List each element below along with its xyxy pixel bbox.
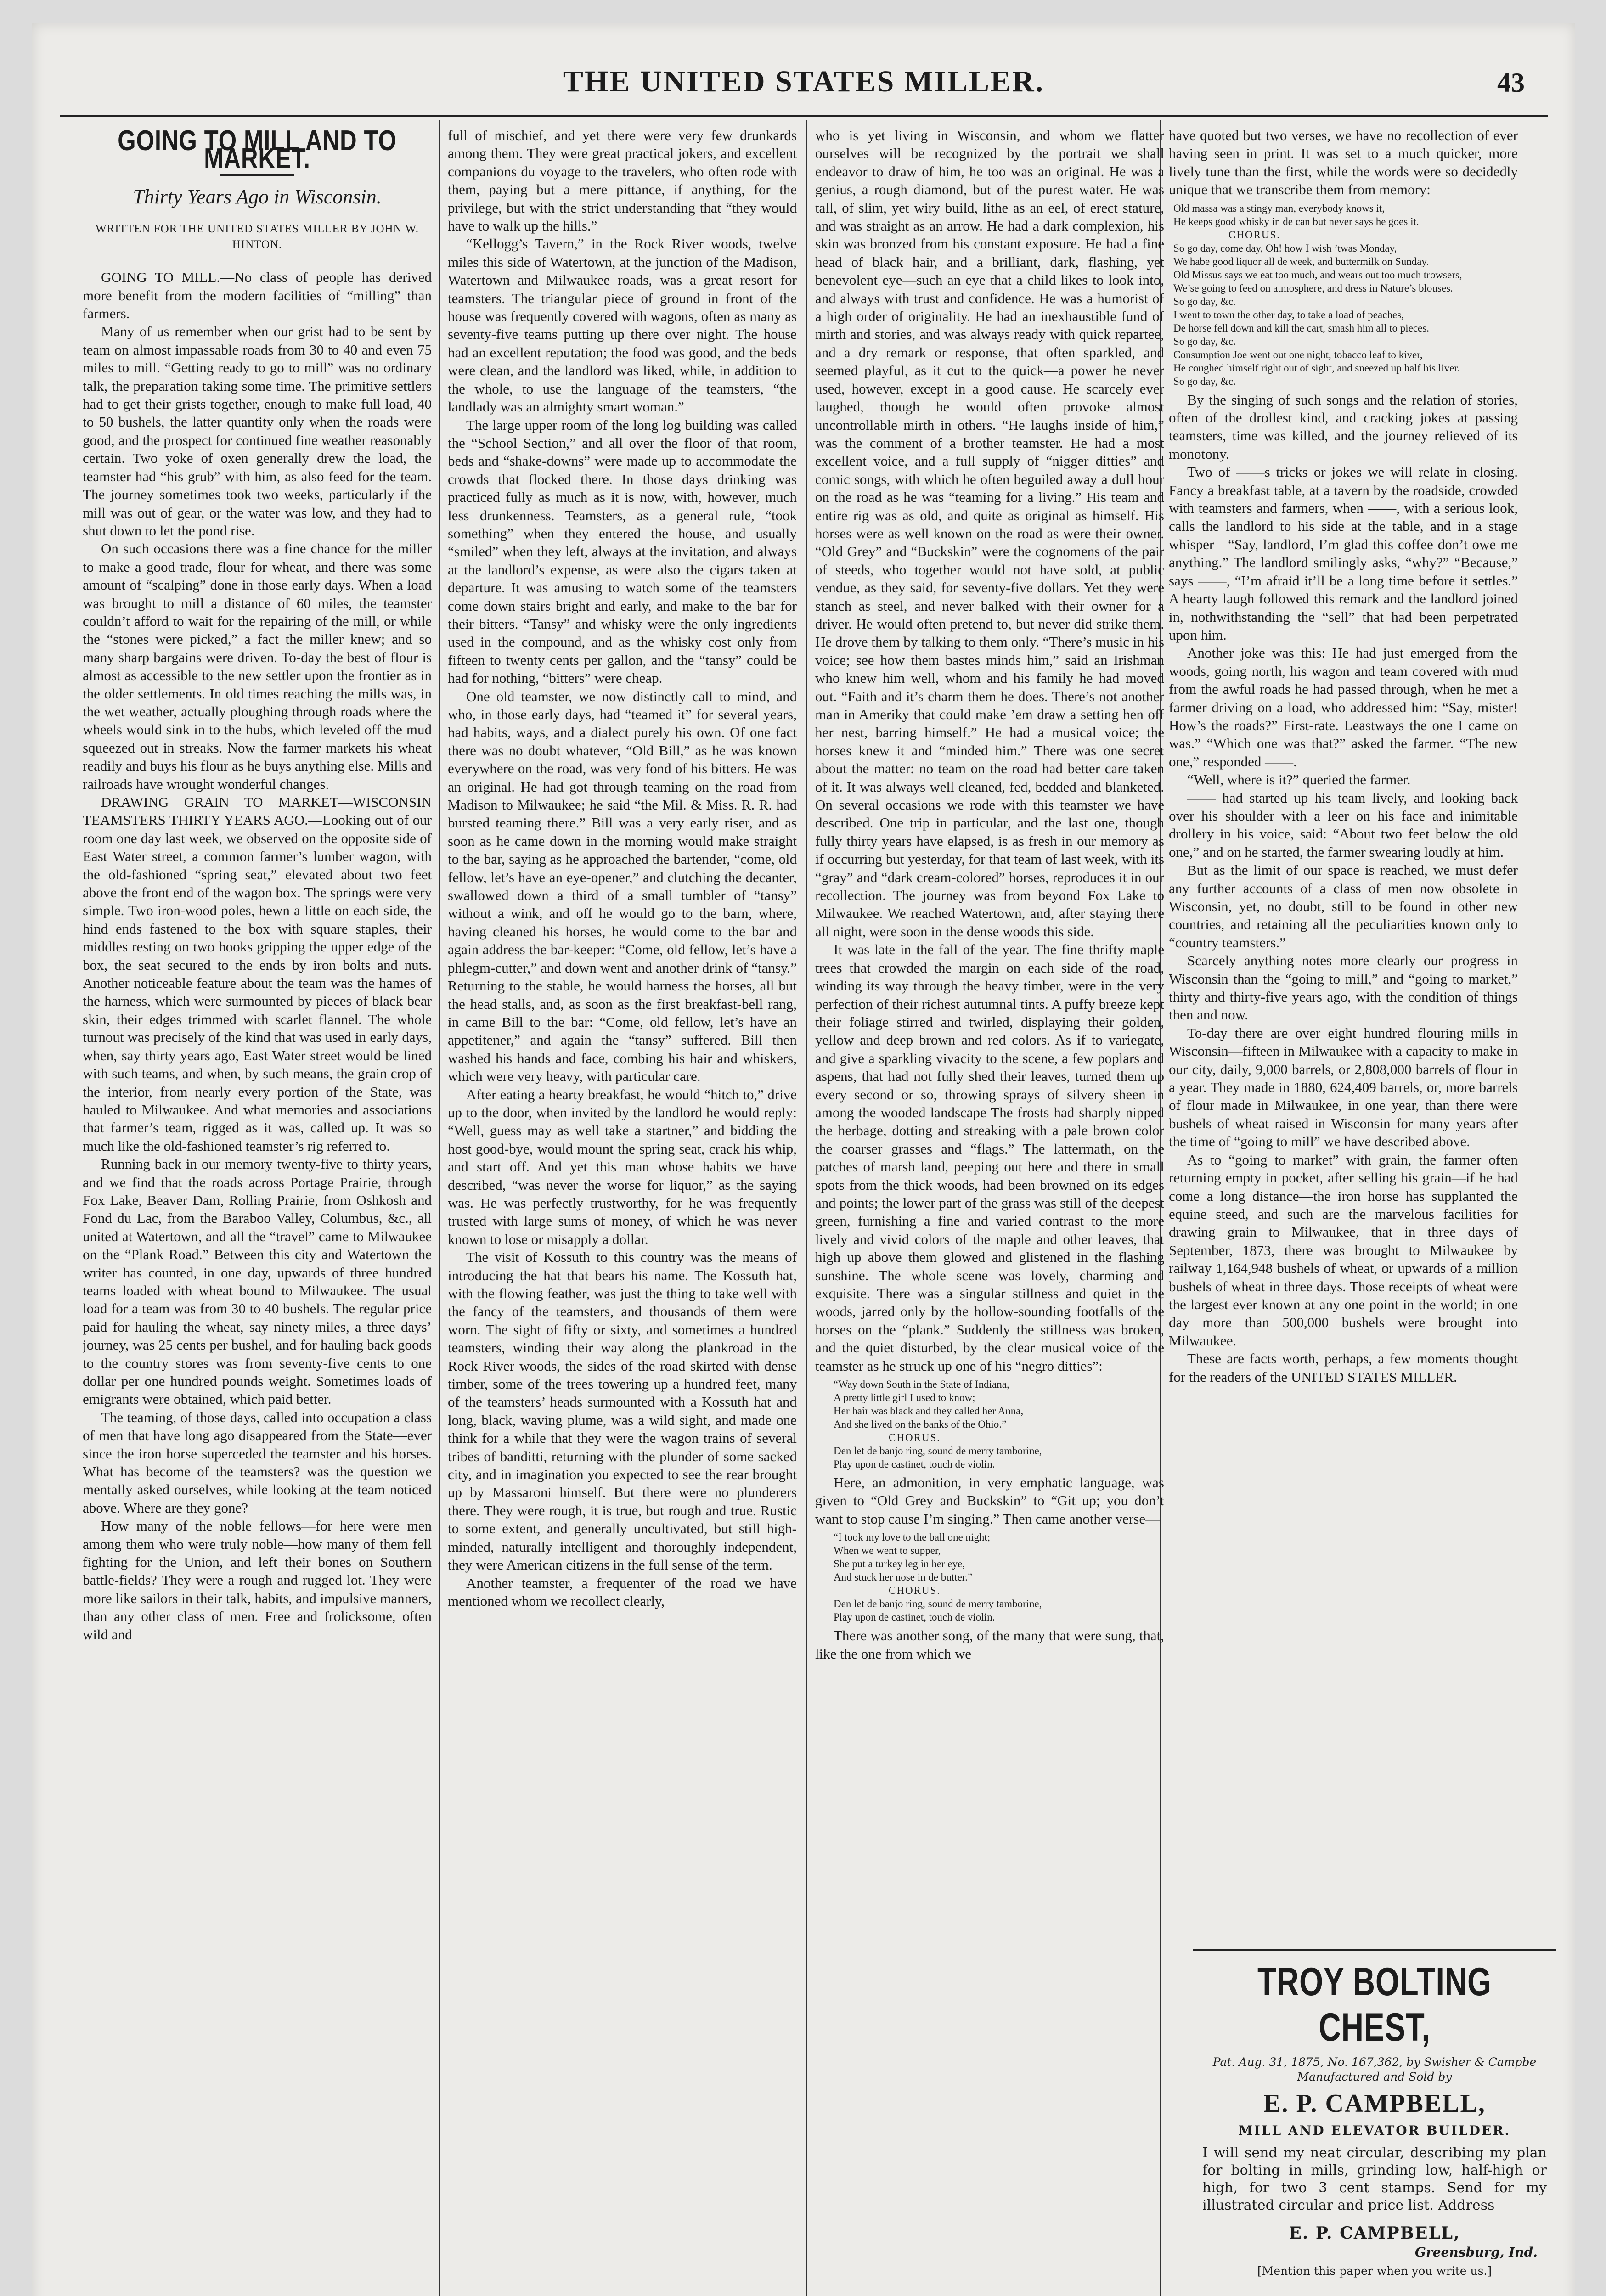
column-3 xyxy=(815,126,1164,2296)
page-number: 43 xyxy=(1497,68,1525,98)
ad-company-name: E. P. CAMPBELL, xyxy=(1263,2089,1486,2118)
ad-patent-line: Pat. Aug. 31, 1875, No. 167,362, by Swisher & Campbe xyxy=(1212,2055,1537,2069)
paragraph: Here, an admonition, in very emphatic language, was given to “Old Grey and Buckskin” to “Git up; you don’t want to stop cause I’m singing.” Then came another verse— xyxy=(815,1474,1164,1527)
column-rule xyxy=(806,120,807,2296)
ad-title: TROY BOLTING CHEST, xyxy=(1257,1960,1492,2049)
paragraph: But as the limit of our space is reached, we must defer any further accounts of a class of men now obsolete in Wisconsin, yet, no doubt, still to be found in other new countries, and retaining all the peculiarities known only to “country teamsters.” xyxy=(1169,862,1518,951)
paragraph: By the singing of such songs and the relation of stories, often of the drollest kind, and cracking jokes at passing teamsters, time was killed, and the journey relieved of its monotony. xyxy=(1169,391,1518,462)
article-subtitle: Thirty Years Ago in Wisconsin. xyxy=(133,185,382,208)
verse-line: Old Missus says we eat too much, and wears out too much trowsers, xyxy=(1173,269,1462,281)
column-4 xyxy=(1169,126,1518,1945)
verse-line: Den let de banjo ring, sound de merry tamborine, xyxy=(834,1445,1042,1457)
verse-line: So go day, &c. xyxy=(1173,375,1236,387)
chorus-label: CHORUS. xyxy=(1228,229,1281,241)
paragraph: The visit of Kossuth to this country was the means of introducing the hat that bears his name. The Kossuth hat, with the flowing feather, was just the thing to take well with the fancy of the teamsters, and thousands of them were worn. The sight of fifty or sixty, and sometimes a hundred teamsters, winding their way along the plankroad in the Rock River woods, the sides of the road skirted with dense timber, some of the trees towering up a hundred feet, many of the teamsters’ heads surmounted with a Kossuth hat and long, black, waving plume, was a wild sight, and made one think for a while that they were the wagon trains of several tribes of banditti, returning with the plunder of some sacked city, and in imagination you expected to see the rear brought up by Massaroni himself. But there were no plunderers there. They were rough, it is true, but rough and true. Rustic to some extent, and generally uncultivated, but still high-minded, naturally intelligent and thoroughly independent, they were American citizens in the full sense of the term. xyxy=(448,1249,797,1573)
newspaper-title: THE UNITED STATES MILLER. xyxy=(563,65,1045,98)
verse-line: And stuck her nose in de butter.” xyxy=(834,1571,973,1583)
ad-subtitle: MILL AND ELEVATOR BUILDER. xyxy=(1238,2123,1511,2138)
song-verse xyxy=(834,1531,1164,1624)
paragraph: DRAWING GRAIN TO MARKET—WISCONSIN TEAMSTERS THIRTY YEARS AGO.—Looking out of our room one day last week, we observed on the opposite side of East Water street, a common farmer’s lumber wagon, with the old-fashioned “spring seat,” elevated about two feet above the front end of the wagon box. The springs were very simple. Two iron-wood poles, hewn a little on each side, the hind ends fastened to the box with square staples, their middles resting on two hooks gripping the upper edge of the box, the seat secured to the ends by iron bolts and nuts. Another noticeable feature about the team was the hames of the harness, which were surmounted by pieces of black bear skin, their edges trimmed with scarlet flannel. The whole turnout was precisely of the kind that was used in early days, when, say thirty years ago, East Water street would be lined with such teams, and when, by such means, the grain crop of the interior, from nearly every portion of the State, was hauled to Milwaukee. And what memories and associations that farmer’s team, rigged as it was, called up. It was so much like the old-fashioned teamster’s rig referred to. xyxy=(83,794,432,1154)
paragraph: After eating a hearty breakfast, he would “hitch to,” drive up to the door, when invited by the landlord he would reply: “Well, guess may as well take a startner,” and bidding the host good-bye, would mount the spring seat, crack his whip, and start off. And yet this man whose habits we have described, “was never the worse for liquor,” as the saying was. He was perfectly trustworthy, for he was frequently trusted with large sums of money, of which he was never known to lose or misapply a dollar. xyxy=(448,1086,797,1247)
page-header xyxy=(32,64,1575,115)
column-1 xyxy=(83,126,432,2296)
verse-line: De horse fell down and kill the cart, smash him all to pieces. xyxy=(1173,322,1429,334)
verse-line: So go day, &c. xyxy=(1173,295,1236,307)
paragraph: —— had started up his team lively, and looking back over his shoulder with a leer on his face and inimitable drollery in his voice, said: “About two feet below the old one,” and on he started, the farmer swearing loudly at him. xyxy=(1169,789,1518,860)
verse-line: We habe good liquor all de week, and buttermilk on Sunday. xyxy=(1173,255,1429,267)
verse-line: We’se going to feed on atmosphere, and dress in Nature’s blouses. xyxy=(1173,282,1453,294)
paragraph: Another teamster, a frequenter of the road we have mentioned whom we recollect clearly, xyxy=(448,1575,797,1609)
paragraph: The large upper room of the long log building was called the “School Section,” and all over the floor of that room, beds and “shake-downs” were made up to accommodate the crowds that flocked there. In those days drinking was practiced fully as much as it is now, with, however, much less drunkenness. Teamsters, as a general rule, “took something” when they entered the house, and usually “smiled” when they left, always at the invitation, and always at the landlord’s expense, as were also the cigars taken at departure. It was amusing to watch some of the teamsters come down stairs bright and early, and make to the bar for their bitters. “Tansy” and whisky were the only ingredients used in the compound, and as the whisky cost only from fifteen to twenty cents per gallon, and the “tansy” could be had for nothing, “bitters” were cheap. xyxy=(448,416,797,687)
article-byline: WRITTEN FOR THE UNITED STATES MILLER BY JOHN W. HINTON. xyxy=(95,223,419,251)
paragraph: full of mischief, and yet there were very few drunkards among them. They were great practical jokers, and excellent companions du voyage to the travelers, who often rode with them, paying but a mere pittance, if anything, for the privilege, but with the strict understanding that “they would have to walk up the hills.” xyxy=(448,127,797,234)
title-rule xyxy=(220,174,294,176)
paragraph: One old teamster, we now distinctly call to mind, and who, in those early days, had “teamed it” for several years, had habits, ways, and a dialect purely his own. Of one fact there was no doubt whatever, “Old Bill,” as he was known everywhere on the road, was very fond of his bitters. He was an original. He had got through teaming on the road from Madison to Milwaukee; he said “the Mil. & Miss. R. R. had bursted teaming there.” Bill was a very early riser, and as soon as he came down in the morning would make straight to the bar, saying as he approached the bartender, “come, old fellow, let’s have an eye-opener,” and clutching the decanter, swallowed down a third of a small tumbler of “tansy” without a wink, and off he would go to the barn, where, having cleaned his horses, he would come to the bar and again address the bar-keeper: “Come, old fellow, let’s have a phlegm-cutter,” and down went and another drink of “tansy.” Returning to the stable, he would harness the horses, all but the head stalls, and, as soon as the first breakfast-bell rang, in came Bill to the bar: “Come, old fellow, let’s have an appetitener,” and again the “tansy” suffered. Bill then washed his hands and face, combing his hair and whiskers, which were very heavy, with particular care. xyxy=(448,688,797,1085)
verse-line: Play upon de castinet, touch de violin. xyxy=(834,1611,995,1623)
paragraph: “Well, where is it?” queried the farmer. xyxy=(1187,771,1411,788)
song-verse xyxy=(1173,202,1518,388)
verse-line: Consumption Joe went out one night, tobacco leaf to kiver, xyxy=(1173,349,1423,360)
verse-line: Den let de banjo ring, sound de merry tamborine, xyxy=(834,1598,1042,1610)
paragraph: “Kellogg’s Tavern,” in the Rock River woods, twelve miles this side of Watertown, at the junction of the Madison, Watertown and Milwaukee roads, was a great resort for teamsters. The triangular piece of ground in front of the house was frequently covered with wagons, often as many as seventy-five teams putting up there over night. The house had an excellent reputation; the food was good, and the beds were clean, and the landlord was liked, while, in addition to the whole, to use the language of the teamsters, “the landlady was an almighty smart woman.” xyxy=(448,236,797,415)
paragraph: The teaming, of those days, called into occupation a class of men that have long ago disappeared from the State—ever since the iron horse superceded the teamster and his horses. What has become of the teamsters? was the question we mentally asked ourselves, while looking at the team noticed above. Where are they gone? xyxy=(83,1409,432,1516)
verse-line: Play upon de castinet, touch de violin. xyxy=(834,1458,995,1470)
verse-line: He coughed himself right out of sight, and sneezed up half his liver. xyxy=(1173,362,1460,374)
verse-line: So go day, come day, Oh! how I wish ’twas Monday, xyxy=(1173,242,1397,254)
paragraph: have quoted but two verses, we have no recollection of ever having seen in print. It was set to a much quicker, more lively tune than the first, while the words were so decidedly unique that we transcribe them from memory: xyxy=(1169,127,1518,198)
ad-body: I will send my neat circular, describing my plan for bolting in mills, grinding low, half-high or high, for two 3 cent stamps. Send for my illustrated circular and price list. Address xyxy=(1202,2145,1547,2213)
ad-note: [Mention this paper when you write us.] xyxy=(1257,2264,1492,2278)
paragraph: Scarcely anything notes more clearly our progress in Wisconsin than the “going to mill,” and “going to market,” thirty and thirty-five years ago, with the condition of things then and now. xyxy=(1169,952,1518,1023)
header-rule xyxy=(60,115,1548,117)
verse-line: “I took my love to the ball one night; xyxy=(834,1531,991,1543)
paragraph: These are facts worth, perhaps, a few moments thought for the readers of the UNITED STATES MILLER. xyxy=(1169,1351,1518,1385)
chorus-label: CHORUS. xyxy=(889,1432,941,1444)
column-2 xyxy=(448,126,797,2296)
ad-location: Greensburg, Ind. xyxy=(1415,2245,1538,2260)
paragraph: How many of the noble fellows—for here were men among them who were truly noble—how many of them fell fighting for the Union, and left their bones on Southern battle-fields? They were a rough and rugged lot. They were more like sailors in their talk, habits, and impulsive manners, than any other class of men. Free and frolicksome, often wild and xyxy=(83,1518,432,1643)
advertisement xyxy=(1193,1949,1556,2296)
paragraph: As to “going to market” with grain, the farmer often returning empty in pocket, after selling his grain—if he had come a long distance—the iron horse has supplanted the equine steed, and such are the marvelous facilities for drawing grain to Milwaukee, that in three days of September, 1873, there was brought to Milwaukee by railway 1,164,948 bushels of wheat, or upwards of a million bushels of wheat in three days. Those receipts of wheat were the largest ever known at any one point in the world; in one day more than 500,000 bushels were brought into Milwaukee. xyxy=(1169,1151,1518,1349)
paragraph: GOING TO MILL.—No class of people has derived more benefit from the modern facilities of “milling” than farmers. xyxy=(83,269,432,322)
paragraph: Running back in our memory twenty-five to thirty years, and we find that the roads across Portage Prairie, through Fox Lake, Beaver Dam, Rolling Prairie, from Oshkosh and Fond du Lac, from the Baraboo Valley, Columbus, &c., all united at Watertown, and all the “travel” came to Milwaukee on the “Plank Road.” Between this city and Watertown the writer has counted, in one day, upwards of three hundred teams loaded with wheat bound to Milwaukee. The usual load for a team was from 30 to 40 bushels. The regular price paid for hauling the wheat, say ninety miles, a three days’ journey, was 25 cents per bushel, and for hauling back goods to the country stores was from seventy-five cents to one dollar per one hundred pounds weight. Sometimes loads of emigrants were obtained, which paid better. xyxy=(83,1156,432,1407)
paragraph: To-day there are over eight hundred flouring mills in Wisconsin—fifteen in Milwaukee with a capacity to make in our city, daily, 9,000 barrels, or 2,808,000 barrels of flour in a year. They made in 1880, 624,409 barrels, or, more barrels of flour made in Milwaukee, in one year, than there were bushels of wheat raised in Wisconsin for many years after the time of “going to mill” we have described above. xyxy=(1169,1024,1518,1150)
verse-line: Old massa was a stingy man, everybody knows it, xyxy=(1173,202,1385,214)
verse-line: She put a turkey leg in her eye, xyxy=(834,1558,965,1570)
paragraph: Two of ——s tricks or jokes we will relate in closing. Fancy a breakfast table, at a tavern by the roadside, crowded with teamsters and farmers, when ——, with a serious look, calls the landlord to his side at the table, and in a stage whisper—“Say, landlord, I’m glad this coffee don’t owe me anything.” The landlord smilingly asks, “why?” “Because,” says ——, “I’m afraid it’ll be a long time before it settles.” A hearty laugh followed this remark and the landlord joined in, nothwithstanding the “sell” that had been perpetrated upon him. xyxy=(1169,464,1518,643)
paragraph: who is yet living in Wisconsin, and whom we flatter ourselves will be recognized by the portrait we shall endeavor to draw of him, he too was an original. He was a genius, a rough diamond, but of the purest water. He was tall, of slim, yet wiry build, lithe as an eel, of erect stature, and was straight as an arrow. He had a dark complexion, his skin was bronzed from his constant exposure. He had a fine head of black hair, and a brilliant, dark, flashing, yet benevolent eye—such an eye that a child likes to look into, and always with trust and confidence. He was a humorist of a high order of originality. He had an inexhaustible fund of mirth and stories, and was always ready with quick repartee, and a dry remark or response, that often sparkled, and seemed playful, as it cut to the quick—a power he never used, however, except in a good cause. He scarcely ever laughed, though he would often provoke almost uncontrollable mirth in others. “He laughs inside of him,” was the comment of a brother teamster. He had a most excellent voice, and a full supply of “nigger ditties” and comic songs, with which he often beguiled away a dull hour on the road as he was “teaming for a living.” His team and entire rig was as old, and quite as original as himself. His horses were as well known on the road as were their owner. “Old Grey” and “Buckskin” were the cognomens of the pair of steeds, who together would not have sold, at public vendue, as they said, for seventy-five dollars. Yet they were stanch as steel, and never balked with their owner for a driver. He would often pretend to, but never did strike them. He drove them by talking to them only. “There’s music in his voice; see how them bastes minds him,” said an Irishman who knew him well, whom and his family he had moved out. “Faith and it’s charm them he does. There’s not another man in Ameriky that could make ’em draw a setting hen off her nest, barring himself.” He had a musical voice; the horses knew it and “minded him.” There was one secret about the matter: no team on the road had better care taken of it. It was always well cleaned, fed, bedded and blanketed. On several occasions we rode with this teamster we have described. One trip in particular, and the last one, though fully thirty years have elapsed, is as fresh in our memory as if occurring but yesterday, for that team of last week, with its “gray” and “dark cream-colored” horses, reproduces it in our recollection. The journey was from beyond Fox Lake to Milwaukee. We reached Watertown, and, after staying there all night, were soon in the dense woods this side. xyxy=(815,127,1164,940)
chorus-label: CHORUS. xyxy=(889,1585,941,1597)
song-verse xyxy=(834,1378,1164,1471)
verse-line: A pretty little girl I used to know; xyxy=(834,1392,975,1404)
newspaper-page xyxy=(32,23,1575,2296)
paragraph: It was late in the fall of the year. The fine thrifty maple trees that crowded the margin on each side of the road, winding its way through the heavy timber, were in the very perfection of their richest autumnal tints. A puffy breeze kept their foliage stirred and twirled, displaying their golden, yellow and deep brown and red colors. As if to variegate, and give a sparkling vivacity to the scene, a few poplars and aspens, that had not fully shed their leaves, turned them up every second or so, throwing sprays of silvery sheen in among the wooded landscape The frosts had sharply nipped the herbage, dotting and streaking with a pale brown color the coarser grasses and “flags.” The lattermath, on the patches of marsh land, peeping out here and there in small spots from the thick woods, had been browned on its edges and points; the lower part of the grass was still of the deepest green, furnishing a fine and varied contrast to the more lively and vivid colors of the maple and other leaves, that high up above them glowed and glistened in the flashing sunshine. The whole scene was lovely, charming and exquisite. There was a singular stillness and quiet in the woods, jarred only by the hollow-sounding footfalls of the horses on the “plank.” Suddenly the stillness was broken, and the quiet disturbed, by the clear musical voice of the teamster as he struck up one of his “negro ditties”: xyxy=(815,941,1164,1374)
verse-line: He keeps good whisky in de can but never says he goes it. xyxy=(1173,215,1419,227)
paragraph: Many of us remember when our grist had to be sent by team on almost impassable roads from 30 to 40 and even 75 miles to mill. “Getting ready to go to mill” was no ordinary talk, the preparation taking some time. The primitive settlers had to get their grists together, enough to make full load, 40 to 50 bushels, the latter quantity only when the roads were good, and the prospect for continued fine weather reasonably certain. Two yoke of oxen generally drew the load, the teamster had “his grub” with him, as also feed for the team. The journey sometimes took two weeks, particularly if the mill was out of gear, or the water was low, and they had to shut down to let the pond rise. xyxy=(83,323,432,539)
column-rule xyxy=(439,120,440,2296)
verse-line: When we went to supper, xyxy=(834,1545,941,1557)
ad-manufactured-line: Manufactured and Sold by xyxy=(1297,2070,1452,2083)
verse-line: And she lived on the banks of the Ohio.” xyxy=(834,1418,1007,1430)
verse-line: I went to town the other day, to take a load of peaches, xyxy=(1173,309,1404,321)
article-title: GOING TO MILL AND TO MARKET. xyxy=(118,126,397,175)
verse-line: “Way down South in the State of Indiana, xyxy=(834,1379,1009,1390)
ad-signature: E. P. CAMPBELL, xyxy=(1289,2223,1460,2243)
verse-line: Her hair was black and they called her Anna, xyxy=(834,1405,1024,1417)
paragraph: On such occasions there was a fine chance for the miller to make a good trade, flour for wheat, and there was some amount of “scalping” done in those early days. When a load was brought to mill a distance of 60 miles, the teamster couldn’t afford to wait for the repairing of the mill, or while the “stones were picked,” a fact the miller knew; and so many sharp bargains were driven. To-day the best of flour is almost as accessible to the new settler upon the frontier as in the older settlements. In old times reaching the mills was, in the wet weather, actually ploughing through roads where the wheels would sink in to the hubs, which leveled off the mud squeezed out in streaks. Now the farmer markets his wheat readily and buys his flour as he buys anything else. Mills and railroads have wrought wonderful changes. xyxy=(83,540,432,792)
verse-line: So go day, &c. xyxy=(1173,335,1236,347)
paragraph: Another joke was this: He had just emerged from the woods, going north, his wagon and team covered with mud from the awful roads he had passed through, when he met a farmer driving on a load, who addressed him: “Say, mister! How’s the roads?” First-rate. Leastways the one I came on was.” “Which one was that?” asked the farmer. “The new one,” responded ——. xyxy=(1169,645,1518,770)
paragraph: There was another song, of the many that were sung, that, like the one from which we xyxy=(815,1627,1164,1662)
